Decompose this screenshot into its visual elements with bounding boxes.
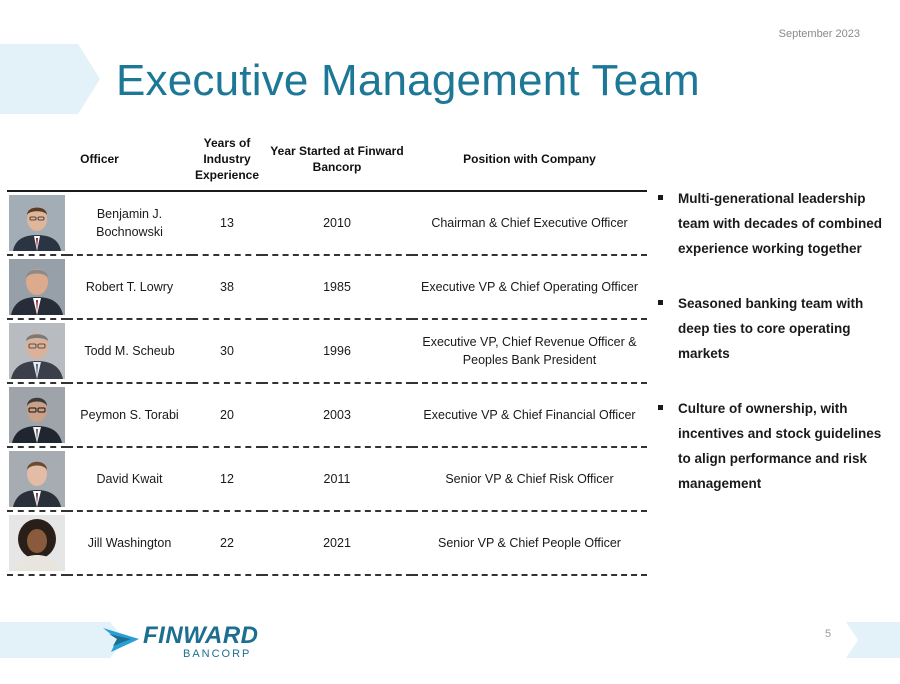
years-experience: 20 [192, 383, 262, 447]
officer-photo-cell [7, 383, 67, 447]
officer-photo-cell [7, 255, 67, 319]
years-experience: 38 [192, 255, 262, 319]
years-experience: 30 [192, 319, 262, 383]
officer-photo [9, 259, 65, 315]
table-row [7, 319, 647, 383]
square-bullet-icon [658, 300, 663, 305]
officer-name: Todd M. Scheub [67, 319, 192, 383]
officer-name: Jill Washington [67, 511, 192, 575]
column-header-years: Years of Industry Experience [192, 128, 262, 191]
column-header-position: Position with Company [412, 128, 647, 191]
table-row [7, 447, 647, 511]
officer-photo [9, 387, 65, 443]
finward-arrow-icon [103, 624, 139, 654]
position: Executive VP & Chief Operating Officer [412, 255, 647, 319]
logo-wordmark: FINWARD [143, 622, 259, 649]
table-row [7, 255, 647, 319]
date-label: September 2023 [778, 28, 860, 40]
page-title: Executive Management Team [116, 56, 700, 105]
officer-table [7, 128, 647, 576]
year-started: 2003 [262, 383, 412, 447]
highlights-list [658, 186, 888, 526]
officer-photo [9, 451, 65, 507]
finward-logo [103, 622, 263, 662]
officer-name: Peymon S. Torabi [67, 383, 192, 447]
table-row [7, 191, 647, 255]
years-experience: 22 [192, 511, 262, 575]
officer-name: Robert T. Lowry [67, 255, 192, 319]
table-header-row [7, 128, 647, 191]
footer-band-right-decoration [846, 622, 900, 658]
year-started: 2021 [262, 511, 412, 575]
officer-photo-cell [7, 191, 67, 255]
square-bullet-icon [658, 405, 663, 410]
year-started: 1985 [262, 255, 412, 319]
officer-photo [9, 515, 65, 571]
years-experience: 12 [192, 447, 262, 511]
list-item [658, 186, 888, 261]
years-experience: 13 [192, 191, 262, 255]
officer-photo-cell [7, 511, 67, 575]
column-header-officer: Officer [7, 128, 192, 191]
bullet-text: Seasoned banking team with deep ties to core operating markets [678, 296, 864, 361]
position: Executive VP & Chief Financial Officer [412, 383, 647, 447]
position: Executive VP, Chief Revenue Officer & Peoples Bank President [412, 319, 647, 383]
officer-photo [9, 323, 65, 379]
logo-subtitle: BANCORP [183, 648, 252, 660]
page-number: 5 [825, 628, 832, 640]
bullet-text: Culture of ownership, with incentives and stock guidelines to align performance and risk management [678, 401, 882, 491]
officer-photo-cell [7, 319, 67, 383]
table-row [7, 383, 647, 447]
officer-name: David Kwait [67, 447, 192, 511]
position: Senior VP & Chief Risk Officer [412, 447, 647, 511]
column-header-year-started: Year Started at Finward Bancorp [262, 128, 412, 191]
year-started: 2011 [262, 447, 412, 511]
list-item [658, 291, 888, 366]
officer-name: Benjamin J. Bochnowski [67, 191, 192, 255]
officer-photo [9, 195, 65, 251]
officer-photo-cell [7, 447, 67, 511]
title-band-decoration [0, 44, 100, 114]
table-row [7, 511, 647, 575]
year-started: 1996 [262, 319, 412, 383]
position: Chairman & Chief Executive Officer [412, 191, 647, 255]
square-bullet-icon [658, 195, 663, 200]
position: Senior VP & Chief People Officer [412, 511, 647, 575]
list-item [658, 396, 888, 496]
bullet-text: Multi-generational leadership team with decades of combined experience working together [678, 191, 883, 256]
year-started: 2010 [262, 191, 412, 255]
